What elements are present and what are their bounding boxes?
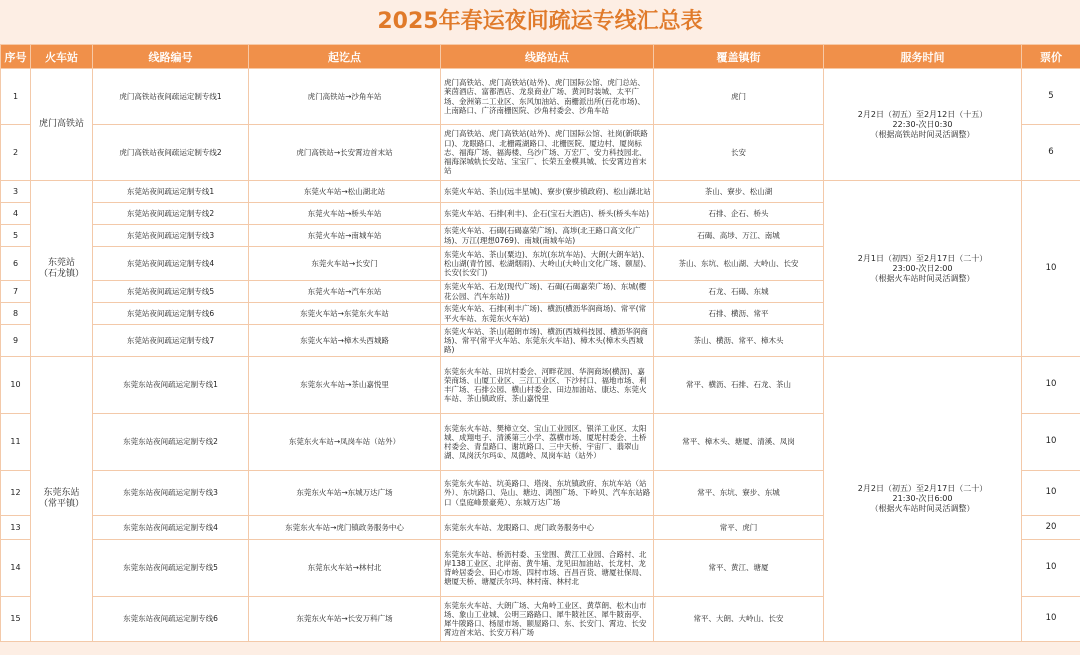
coverage-area: 石龙、石碣、东城 (654, 281, 824, 303)
header-service: 服务时间 (824, 45, 1022, 69)
stops-list: 东莞火车站、茶山(粟边)、东坑(东坑车站)、大朗(大朗车站)、松山湖(青竹园、松湖烟雨)、大岭山(大岭山文化广场、颐屋)、长安(长安门) (441, 247, 654, 281)
table-row (1, 357, 1080, 414)
coverage-area: 长安 (654, 125, 824, 181)
header-no: 序号 (1, 45, 31, 69)
coverage-area: 虎门 (654, 69, 824, 125)
coverage-area: 常平、黄江、塘厦 (654, 540, 824, 597)
price: 20 (1022, 516, 1080, 540)
origin-destination: 东莞东火车站→虎门镇政务服务中心 (249, 516, 441, 540)
stops-list: 东莞火车站、石龙(现代广场)、石碣(石碣嘉荣广场)、东城(樱花公园、汽车东站)) (441, 281, 654, 303)
origin-destination: 东莞火车站→东莞东火车站 (249, 303, 441, 325)
header-price: 票价 (1022, 45, 1080, 69)
price: 10 (1022, 357, 1080, 414)
stops-list: 东莞东火车站、坑美路口、塔岗、东坑镇政府、东坑车站（站外）、东坑路口、凫山、塘边、鸿图广场、下岭贝、汽车东站路口（皇庭峰景豪苑）、东城万达广场 (441, 471, 654, 516)
stops-list: 东莞东火车站、桥沥村委、玉堂围、黄江工业园、合路村、北岸138工业区、北岸南、黄牛埔、龙见田加油站、长龙村、龙背岭居委会、田心市场、四村市场、百昌百货、塘厦社保局、塘厦天桥、塘厦沃尔玛、林村南、林村北 (441, 540, 654, 597)
line-name: 东莞站夜间疏运定制专线5 (93, 281, 249, 303)
stops-list: 东莞火车站、石碣(石碣嘉荣广场)、高埗(北王路口高文化广场)、万江(理想0769)、南城(南城车站) (441, 225, 654, 247)
header-station: 火车站 (31, 45, 93, 69)
origin-destination: 虎门高铁站→长安霄边首末站 (249, 125, 441, 181)
row-number: 10 (1, 357, 31, 414)
line-name: 东莞站夜间疏运定制专线4 (93, 247, 249, 281)
stops-list: 东莞火车站、茶山(远丰星城)、寮步(寮步镇政府)、松山湖北站 (441, 181, 654, 203)
price: 10 (1022, 540, 1080, 597)
route-table (0, 44, 1080, 642)
row-number: 1 (1, 69, 31, 125)
stops-list: 东莞火车站、茶山(超朗市场)、横沥(西城科技园、横沥华润商场)、常平(常平火车站、东莞东火车站)、樟木头(樟木头西城路) (441, 325, 654, 357)
row-number: 12 (1, 471, 31, 516)
origin-destination: 东莞火车站→长安门 (249, 247, 441, 281)
line-name: 东莞站夜间疏运定制专线2 (93, 203, 249, 225)
service-time: 2月2日（初五）至2月12日（十五） 22:30-次日0:30 （根据高铁站时间灵活调整） (824, 69, 1022, 181)
origin-destination: 东莞东火车站→凤岗车站（站外） (249, 414, 441, 471)
stops-list: 东莞东火车站、大朗广场、大角岭工业区、黄草朗、松木山市场、象山工业城、公明三路路口、犀牛陂社区、犀牛陂南亭、犀牛陂路口、杨屋市场、颐屋路口、东、长安门、霄边、长安霄边首末站、长安万科广场 (441, 597, 654, 642)
row-number: 2 (1, 125, 31, 181)
origin-destination: 东莞火车站→桥头车站 (249, 203, 441, 225)
line-name: 东莞东站夜间疏运定制专线4 (93, 516, 249, 540)
service-time: 2月1日（初四）至2月17日（二十） 23:00-次日2:00 （根据火车站时间灵活调整） (824, 181, 1022, 357)
origin-destination: 东莞火车站→汽车东站 (249, 281, 441, 303)
row-number: 8 (1, 303, 31, 325)
price: 10 (1022, 597, 1080, 642)
origin-destination: 东莞火车站→松山湖北站 (249, 181, 441, 203)
price: 6 (1022, 125, 1080, 181)
stops-list: 东莞东火车站、樊樟立交、宝山工业园区、银洋工业区、太阳城、成翔电子、清溪第三小学、荔横市场、厦坭村委会、土桥村委会、青皇路口、谢坑路口、三中天桥、宇宙厂、翡翠山湖、凤岗沃尔玛①、凤德岭、凤岗车站（站外） (441, 414, 654, 471)
stops-list: 东莞火车站、石排(利丰广场)、横沥(横沥华润商场)、常平(常平火车站、东莞东火车站) (441, 303, 654, 325)
table-row (1, 69, 1080, 125)
row-number: 6 (1, 247, 31, 281)
line-name: 东莞站夜间疏运定制专线3 (93, 225, 249, 247)
origin-destination: 东莞东火车站→长安万科广场 (249, 597, 441, 642)
line-name: 东莞站夜间疏运定制专线1 (93, 181, 249, 203)
row-number: 15 (1, 597, 31, 642)
line-name: 虎门高铁站夜间疏运定制专线1 (93, 69, 249, 125)
table-row (1, 181, 1080, 203)
origin-destination: 虎门高铁站→沙角车站 (249, 69, 441, 125)
origin-destination: 东莞东火车站→茶山嘉悦里 (249, 357, 441, 414)
line-name: 东莞东站夜间疏运定制专线2 (93, 414, 249, 471)
header-od: 起讫点 (249, 45, 441, 69)
coverage-area: 茶山、横沥、常平、樟木头 (654, 325, 824, 357)
line-name: 东莞东站夜间疏运定制专线3 (93, 471, 249, 516)
coverage-area: 常平、樟木头、塘厦、清溪、凤岗 (654, 414, 824, 471)
origin-destination: 东莞火车站→樟木头西城路 (249, 325, 441, 357)
stops-list: 虎门高铁站、虎门高铁站(站外)、虎门国际公馆、虎门总站、莱茵酒店、富都酒店、龙泉商业广场、黄河时装城、太平广场、金洲第二工业区、东风加油站、南栅派出所(百花市场)、上南路口、广济南栅医院、沙角村委会、沙角车站 (441, 69, 654, 125)
coverage-area: 常平、虎门 (654, 516, 824, 540)
coverage-area: 石排、横沥、常平 (654, 303, 824, 325)
coverage-area: 石排、企石、桥头 (654, 203, 824, 225)
page-title: 2025年春运夜间疏运专线汇总表 (0, 0, 1080, 44)
coverage-area: 常平、横沥、石排、石龙、茶山 (654, 357, 824, 414)
coverage-area: 茶山、东坑、松山湖、大岭山、长安 (654, 247, 824, 281)
row-number: 14 (1, 540, 31, 597)
row-number: 7 (1, 281, 31, 303)
station-cell: 虎门高铁站 (31, 69, 93, 181)
header-area: 覆盖镇街 (654, 45, 824, 69)
coverage-area: 常平、东坑、寮步、东城 (654, 471, 824, 516)
origin-destination: 东莞东火车站→东城万达广场 (249, 471, 441, 516)
price: 5 (1022, 69, 1080, 125)
line-name: 虎门高铁站夜间疏运定制专线2 (93, 125, 249, 181)
price: 10 (1022, 471, 1080, 516)
line-name: 东莞东站夜间疏运定制专线1 (93, 357, 249, 414)
row-number: 11 (1, 414, 31, 471)
price: 10 (1022, 181, 1080, 357)
row-number: 4 (1, 203, 31, 225)
price: 10 (1022, 414, 1080, 471)
row-number: 5 (1, 225, 31, 247)
origin-destination: 东莞东火车站→林村北 (249, 540, 441, 597)
line-name: 东莞站夜间疏运定制专线6 (93, 303, 249, 325)
row-number: 3 (1, 181, 31, 203)
line-name: 东莞站夜间疏运定制专线7 (93, 325, 249, 357)
row-number: 9 (1, 325, 31, 357)
stops-list: 虎门高铁站、虎门高铁站(站外)、虎门国际公馆、社岗(新联路口)、龙眼路口、北栅霞湖路口、北栅医院、厦边村、厦岗标志、福海广场、福海楼、乌沙广场、万宏厂、安力科技园北、福海深城轨长安站、宝宝厂、长荣五金模具城、长安霄边首末站 (441, 125, 654, 181)
stops-list: 东莞东火车站、龙眼路口、虎门政务服务中心 (441, 516, 654, 540)
line-name: 东莞东站夜间疏运定制专线5 (93, 540, 249, 597)
station-cell: 东莞站 （石龙镇） (31, 181, 93, 357)
line-name: 东莞东站夜间疏运定制专线6 (93, 597, 249, 642)
station-cell: 东莞东站 （常平镇） (31, 357, 93, 642)
service-time: 2月2日（初五）至2月17日（二十） 21:30-次日6:00 （根据火车站时间灵活调整） (824, 357, 1022, 642)
stops-list: 东莞火车站、石排(利丰)、企石(宝石大酒店)、桥头(桥头车站) (441, 203, 654, 225)
coverage-area: 石碣、高埗、万江、南城 (654, 225, 824, 247)
origin-destination: 东莞火车站→南城车站 (249, 225, 441, 247)
header-stops: 线路站点 (441, 45, 654, 69)
header-line: 线路编号 (93, 45, 249, 69)
coverage-area: 茶山、寮步、松山湖 (654, 181, 824, 203)
stops-list: 东莞东火车站、田坑村委会、河畔花园、华润商场(横沥)、嘉荣商场、山厦工业区、三江工业区、下沙村口、福地市场、利丰广场、石排公园、横山村委会、田边加油站、康达、东莞火车站、茶山镇政府、茶山嘉悦里 (441, 357, 654, 414)
coverage-area: 常平、大朗、大岭山、长安 (654, 597, 824, 642)
header-row (1, 45, 1080, 69)
row-number: 13 (1, 516, 31, 540)
